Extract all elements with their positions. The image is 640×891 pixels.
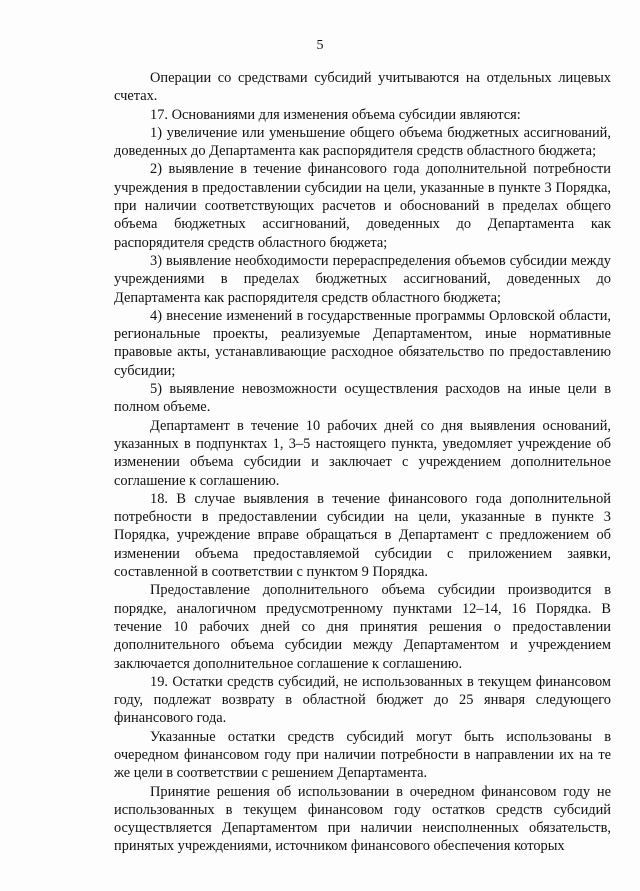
paragraph-accounting: Операции со средствами субсидий учитываются на отдельных лицевых счетах. [114, 70, 611, 105]
page-number: 5 [316, 38, 324, 53]
paragraph-17-item-3: 3) выявление необходимости перераспределения объемов субсидии между учреждениями в пределах бюджетных ассигнований, доведенных до Департамента как распорядителя средств областного бюджета; [114, 252, 611, 306]
paragraph-17-item-5: 5) выявление невозможности осуществления расходов на иные цели в полном объеме. [114, 381, 611, 416]
paragraph-17-heading: 17. Основаниями для изменения объема субсидии являются: [150, 106, 521, 123]
paragraph-19-decision: Принятие решения об использовании в очередном финансовом году не использованных в текущем финансовом году остатков средств субсидий осуществляется Департаментом при наличии неисполненных обязательств, принятых учреждениями, источником финансового обеспечения которых [114, 783, 611, 855]
document-body [114, 69, 611, 856]
paragraph-19-remainders: Указанные остатки средств субсидий могут быть использованы в очередном финансовом году при наличии потребности в направлении их на те же цели в соответствии с решением Департамента. [114, 728, 611, 782]
paragraph-18-additional: Предоставление дополнительного объема субсидии производится в порядке, аналогичном предусмотренному пунктами 12–14, 16 Порядка. В течение 10 рабочих дней со дня принятия решения о предоставлении дополнительного объема субсидии между Департаментом и учреждением заключается дополнительное соглашение к соглашению. [114, 582, 611, 672]
paragraph-17-item-1: 1) увеличение или уменьшение общего объема бюджетных ассигнований, доведенных до Департамента как распорядителя средств областного бюджета; [114, 124, 611, 160]
paragraph-18: 18. В случае выявления в течение финансового года дополнительной потребности в предоставлении субсидии на цели, указанные в пункте 3 Порядка, учреждение вправе обращаться в Департамент с предложением об изменении объема предоставляемой субсидии с приложением заявки, составленной в соответствии с пунктом 9 Порядка. [114, 490, 611, 581]
paragraph-17-item-4: 4) внесение изменений в государственные программы Орловской области, региональные проекты, реализуемые Департаментом, иные нормативные правовые акты, устанавливающие расходное обязательство по предоставлению субсидии; [114, 307, 611, 379]
paragraph-19: 19. Остатки средств субсидий, не использованных в текущем финансовом году, подлежат возврату в областной бюджет до 25 января следующего финансового года. [114, 673, 611, 727]
paragraph-17-item-2: 2) выявление в течение финансового года дополнительной потребности учреждения в предоставлении субсидии на цели, указанные в пункте 3 Порядка, при наличии соответствующих расчетов и обоснований в пределах общего объема бюджетных ассигнований, доведенных до Департамента как распорядителя средств областного бюджета; [114, 161, 611, 251]
paragraph-17-notification: Департамент в течение 10 рабочих дней со дня выявления оснований, указанных в подпунктах 1, 3–5 настоящего пункта, уведомляет учреждение об изменении объема субсидии и заключает с учреждением дополнительное соглашение к соглашению. [114, 417, 611, 489]
